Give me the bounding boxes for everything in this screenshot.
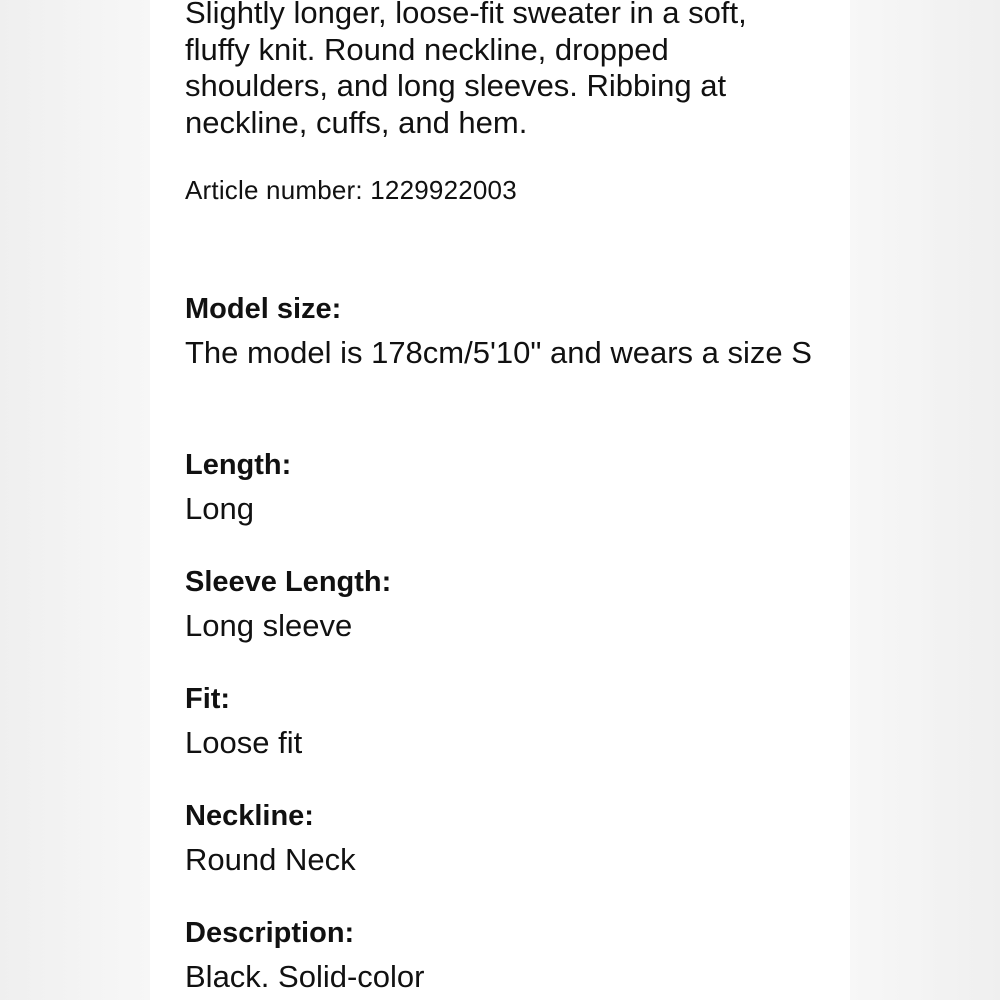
attribute-value: Loose fit [185,725,303,760]
attribute-neckline [185,799,815,878]
attribute-value: The model is 178cm/5'10" and wears a size S [185,335,812,370]
attribute-label: Description: [185,917,355,949]
attribute-value: Long [185,491,254,526]
product-intro-text: Slightly longer, loose-fit sweater in a soft, fluffy knit. Round neckline, dropped shoulders, and long sleeves. Ribbing at neckline, cuffs, and hem. [185,0,747,140]
attribute-label: Length: [185,449,292,481]
attribute-fit [185,682,815,761]
blurred-background-right [850,0,1000,1000]
attribute-length [185,448,815,527]
attribute-label: Neckline: [185,800,314,832]
attribute-label: Sleeve Length: [185,566,392,598]
product-details-panel [150,0,850,1000]
attribute-value: Round Neck [185,842,356,877]
attribute-label: Fit: [185,683,231,715]
attribute-value: Long sleeve [185,608,353,643]
attribute-sleeve-length [185,565,815,644]
attribute-model-size [185,292,815,371]
attribute-description [185,916,815,995]
attribute-label: Model size: [185,293,342,325]
article-number: Article number: 1229922003 [185,175,517,205]
blurred-background-left [0,0,150,1000]
attribute-value: Black. Solid-color [185,959,425,994]
